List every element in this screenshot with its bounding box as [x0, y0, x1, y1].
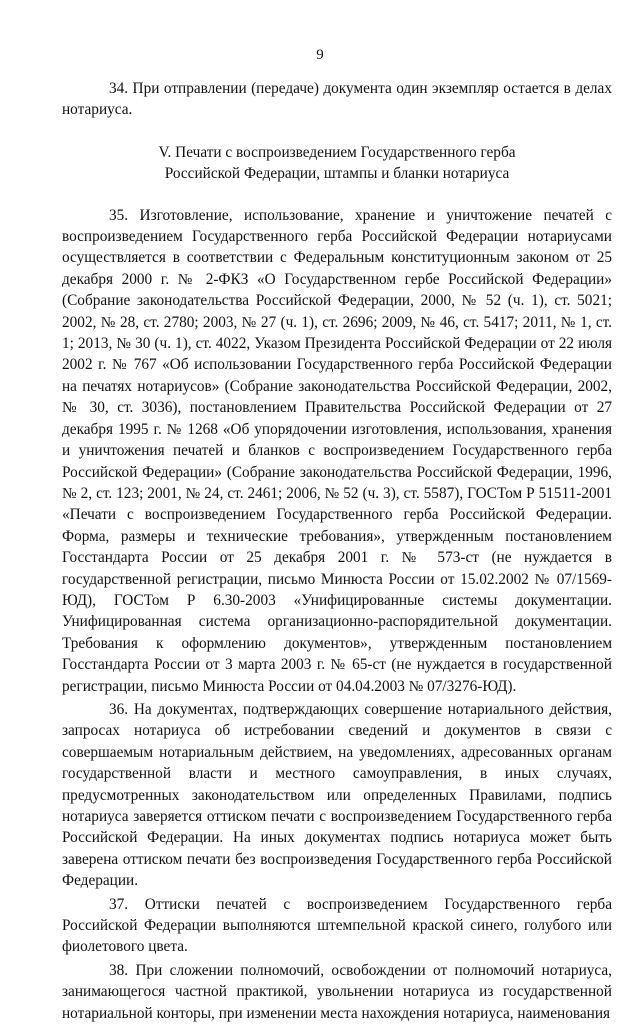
paragraph-34: 34. При отправлении (передаче) документа один экземпляр остается в делах нотариуса. — [62, 80, 612, 119]
paragraph-37: 37. Оттиски печатей с воспроизведением Государственного герба Российской Федерации выполняются штемпельной краской синего, голубого или фиолетового цвета. — [62, 895, 612, 956]
section-heading-line-1: V. Печати с воспроизведением Государственного герба — [158, 143, 516, 161]
document-body — [62, 78, 612, 1024]
section-heading — [62, 142, 612, 185]
paragraph-35: 35. Изготовление, использование, хранение и уничтожение печатей с воспроизведением Государственного герба Российской Федерации нотариусами осуществляется в соответствии с Федеральным конституционным законом от 25 декабря 2000 г. № 2-ФКЗ «О Государственном гербе Российской Федерации» (Собрание законодательства Российской Федерации, 2000, № 52 (ч. 1), ст. 5021; 2002, № 28, ст. 2780; 2003, № 27 (ч. 1), ст. 2696; 2009, № 46, ст. 5417; 2011, № 1, ст. 1; 2013, № 30 (ч. 1), ст. 4022, Указом Президента Российской Федерации от 22 июля 2002 г. № 767 «Об использовании Государственного герба Российской Федерации на печатях нотариусов» (Собрание законодательства Российской Федерации, 2002, № 30, ст. 3036), постановлением Правительства Российской Федерации от 27 декабря 1995 г. № 1268 «Об упорядочении изготовления, использования, хранения и уничтожения печатей и бланков с воспроизведением Государственного герба Российской Федерации» (Собрание законодательства Российской Федерации, 1996, № 2, ст. 123; 2001, № 24, ст. 2461; 2006, № 52 (ч. 3), ст. 5587), ГОСТом Р 51511-2001 «Печати с воспроизведением Государственного герба Российской Федерации. Форма, размеры и технические требования», утвержденным постановлением Госстандарта России от 25 декабря 2001 г. № 573-ст (не нуждается в государственной регистрации, письмо Минюста России от 15.02.2002 № 07/1569-ЮД), ГОСТом Р 6.30-2003 «Унифицированные системы документации. Унифицированная система организационно-распорядительной документации. Требования к оформлению документов», утвержденным постановлением Госстандарта России от 3 марта 2003 г. № 65-ст (не нуждается в государственной регистрации, письмо Минюста России от 04.04.2003 № 07/3276-ЮД). — [62, 206, 612, 695]
paragraph-38: 38. При сложении полномочий, освобождении от полномочий нотариуса, занимающегося частной практикой, увольнении нотариуса из государственной нотариальной конторы, при изменении места нахождения нотариуса, наименования — [62, 961, 612, 1022]
section-heading-line-2: Российской Федерации, штампы и бланки нотариуса — [164, 165, 510, 183]
page-number: 9 — [316, 47, 324, 63]
paragraph-36: 36. На документах, подтверждающих совершение нотариального действия, запросах нотариуса об истребовании сведений и документов в связи с совершаемым нотариальным действием, на уведомлениях, адресованных органам государственной власти и местного самоуправления, в иных случаях, предусмотренных законодательством или определенных Правилами, подпись нотариуса заверяется оттиском печати с воспроизведением Государственного герба Российской Федерации. На иных документах подпись нотариуса может быть заверена оттиском печати без воспроизведения Государственного герба Российской Федерации. — [62, 700, 612, 890]
